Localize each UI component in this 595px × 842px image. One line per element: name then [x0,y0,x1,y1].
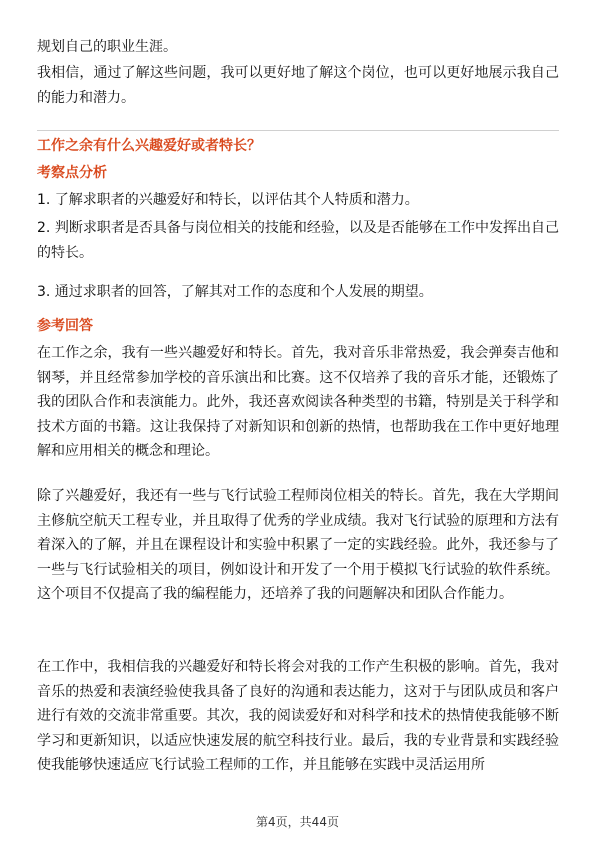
analysis-point: 1. 了解求职者的兴趣爱好和特长，以评估其个人特质和潜力。 [37,192,419,208]
section-divider [37,130,559,131]
answer-heading: 参考回答 [37,318,93,334]
analysis-point: 3. 通过求职者的回答，了解其对工作的态度和个人发展的期望。 [37,284,433,300]
answer-paragraph: 在工作中，我相信我的兴趣爱好和特长将会对我的工作产生积极的影响。首先，我对音乐的热爱和表演经验使我具备了良好的沟通和表达能力，这对于与团队成员和客户进行有效的交流非常重要。其次，我的阅读爱好和对科学和技术的热情使我能够不断学习和更新知识，以适应快速发展的航空科技行业。最后，我的专业背景和实践经验使我能够快速适应飞行试验工程师的工作，并且能够在实践中灵活运用所 [37,659,559,773]
answer-paragraph: 除了兴趣爱好，我还有一些与飞行试验工程师岗位相关的特长。首先，我在大学期间主修航空航天工程专业，并且取得了优秀的学业成绩。我对飞行试验的原理和方法有着深入的了解，并且在课程设计和实验中积累了一定的实践经验。此外，我还参与了一些与飞行试验相关的项目，例如设计和开发了一个用于模拟飞行试验的软件系统。这个项目不仅提高了我的编程能力，还培养了我的问题解决和团队合作能力。 [37,488,559,602]
page-number: 第4页，共44页 [256,815,339,829]
question-title: 工作之余有什么兴趣爱好或者特长？ [37,138,261,154]
analysis-heading: 考察点分析 [37,165,107,181]
intro-paragraph: 我相信，通过了解这些问题，我可以更好地了解这个岗位，也可以更好地展示我自己的能力和潜力。 [37,65,559,106]
intro-line: 规划自己的职业生涯。 [37,39,177,55]
analysis-point: 2. 判断求职者是否具备与岗位相关的技能和经验，以及是否能够在工作中发挥出自己的特长。 [37,220,559,261]
answer-paragraph: 在工作之余，我有一些兴趣爱好和特长。首先，我对音乐非常热爱，我会弹奏吉他和钢琴，并且经常参加学校的音乐演出和比赛。这不仅培养了我的音乐才能，还锻炼了我的团队合作和表演能力。此外，我还喜欢阅读各种类型的书籍，特别是关于科学和技术方面的书籍。这让我保持了对新知识和创新的热情，也帮助我在工作中更好地理解和应用相关的概念和理论。 [37,345,559,459]
